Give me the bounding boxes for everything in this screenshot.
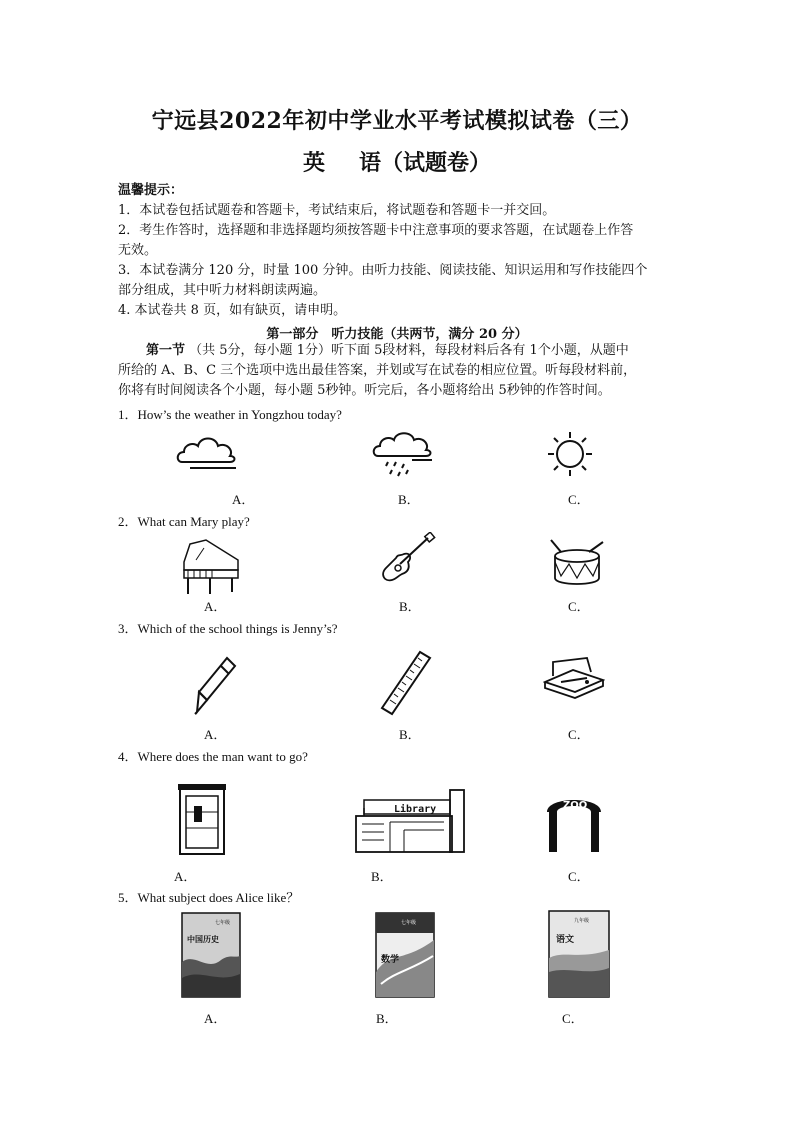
q3-option-b[interactable]: B．	[399, 727, 421, 742]
q1-option-a[interactable]: A．	[232, 492, 255, 507]
library-icon[interactable]	[354, 786, 466, 854]
math-book-grade: 七年级	[401, 920, 417, 926]
notice-line-3: 无效。	[118, 243, 158, 258]
history-book-icon[interactable]	[181, 912, 241, 998]
q3-option-a[interactable]: A．	[204, 727, 227, 742]
chinese-book-icon[interactable]	[548, 910, 610, 998]
drum-icon[interactable]	[549, 538, 605, 588]
question-4: 4．Where does the man want to go?	[118, 749, 308, 764]
section-text-1: （共 5分，每小题 1分）听下面 5段材料，每段材料后各有 1个小题，从题中	[189, 343, 629, 358]
section-intro-2: 所给的 A、B、C 三个选项中选出最佳答案，并划或写在试卷的相应位置。听每段材料前，	[118, 363, 637, 378]
q2-option-b[interactable]: B．	[399, 599, 421, 614]
pencil-box-icon[interactable]	[543, 656, 605, 700]
q3-option-c[interactable]: C．	[568, 727, 590, 742]
question-1: 1．How’s the weather in Yongzhou today?	[118, 407, 342, 422]
subject-title-b: 语（试题卷）	[359, 150, 492, 176]
chinese-book-grade: 九年级	[574, 918, 590, 924]
section-intro-1	[146, 343, 629, 359]
q1-option-c[interactable]: C．	[568, 492, 590, 507]
chinese-book-title: 语文	[556, 935, 575, 945]
part-heading: 第一部分 听力技能（共两节，满分 20 分）	[266, 327, 528, 342]
sun-icon[interactable]	[546, 430, 594, 478]
notice-line-6: 4. 本试卷共 8 页，如有缺页，请申明。	[118, 303, 347, 318]
section-label: 第一节	[146, 343, 186, 358]
zoo-gate-icon[interactable]	[545, 792, 603, 854]
question-2: 2．What can Mary play?	[118, 514, 250, 529]
notice-line-4: 3．本试卷满分 120 分，时量 100 分钟。由听力技能、阅读技能、知识运用和写作技能四个	[118, 263, 648, 278]
q5-option-a[interactable]: A．	[204, 1011, 227, 1026]
question-3: 3．Which of the school things is Jenny’s?	[118, 621, 338, 636]
q5-option-b[interactable]: B．	[376, 1011, 398, 1026]
section-intro-3: 你将有时间阅读各个小题，每小题 5秒钟。听完后，各小题将给出 5秒钟的作答时间。	[118, 383, 611, 398]
notice-line-1: 1．本试卷包括试题卷和答题卡，考试结束后，将试题卷和答题卡一并交回。	[118, 203, 556, 218]
phone-booth-icon[interactable]	[176, 782, 228, 856]
piano-icon[interactable]	[180, 538, 242, 596]
rain-cloud-icon[interactable]	[372, 432, 436, 478]
guitar-icon[interactable]	[378, 532, 436, 584]
math-book-title: 数学	[381, 955, 400, 965]
q2-option-c[interactable]: C．	[568, 599, 590, 614]
notice-line-5: 部分组成，其中听力材料朗读两遍。	[118, 283, 327, 298]
cloud-icon[interactable]	[176, 432, 240, 472]
notice-line-2: 2．考生作答时，选择题和非选择题均须按答题卡中注意事项的要求答题，在试题卷上作答	[118, 223, 634, 238]
ruler-icon[interactable]	[380, 650, 432, 716]
exam-title: 宁远县2022年初中学业水平考试模拟试卷（三）	[151, 108, 643, 134]
q4-option-c[interactable]: C．	[568, 869, 590, 884]
subject-title	[0, 146, 794, 177]
question-5: 5．What subject does Alice like？	[118, 890, 300, 905]
history-book-grade: 七年级	[215, 920, 231, 926]
history-book-title: 中国历史	[187, 935, 219, 944]
q4-option-a[interactable]: A．	[174, 869, 197, 884]
subject-title-a: 英	[302, 150, 325, 176]
q4-option-b[interactable]: B．	[371, 869, 393, 884]
math-book-icon[interactable]	[375, 912, 435, 998]
zoo-sign: ZOO	[563, 800, 588, 811]
q1-option-b[interactable]: B．	[398, 492, 420, 507]
pen-icon[interactable]	[193, 656, 237, 716]
q2-option-a[interactable]: A．	[204, 599, 227, 614]
q5-option-c[interactable]: C．	[562, 1011, 584, 1026]
library-sign: Library	[394, 804, 437, 815]
notice-heading: 温馨提示：	[118, 183, 184, 198]
